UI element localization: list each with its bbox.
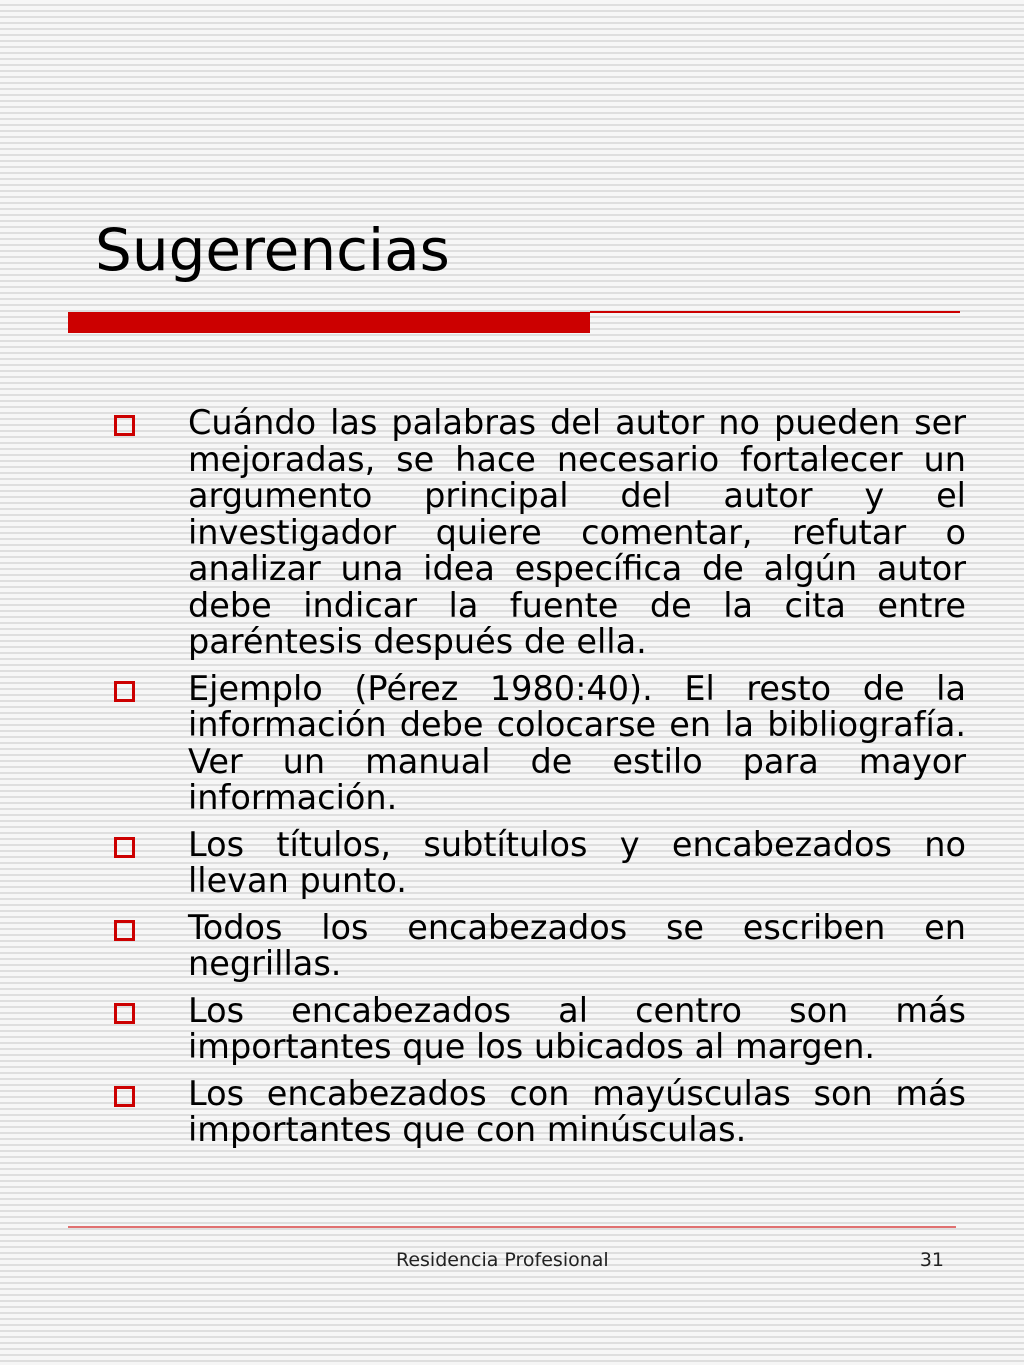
bullet-text: Cuándo las palabras del autor no pueden ser mejoradas, se hace necesario fortalecer un argumento principal del autor y el investigador quiere comentar, refutar o analizar una idea específica de algún autor debe indicar la fuente de la cita entre paréntesis después de ella. (188, 403, 966, 661)
list-item (110, 1073, 966, 1149)
hollow-square-bullet-icon (114, 415, 135, 436)
bullet-list (110, 405, 966, 1159)
bullet-text: Los encabezados al centro son más importantes que los ubicados al margen. (188, 990, 966, 1066)
list-item (110, 824, 966, 900)
list-item (110, 668, 966, 817)
hollow-square-bullet-icon (114, 837, 135, 858)
list-item (110, 405, 966, 661)
hollow-square-bullet-icon (114, 681, 135, 702)
bullet-text: Los encabezados con mayúsculas son más importantes que con minúsculas. (188, 1073, 966, 1149)
title-underline-thin (590, 311, 960, 313)
footer-divider (68, 1226, 956, 1228)
bullet-text: Todos los encabezados se escriben en negrillas. (188, 907, 966, 983)
hollow-square-bullet-icon (114, 1086, 135, 1107)
list-item (110, 990, 966, 1066)
bullet-text: Ejemplo (Pérez 1980:40). El resto de la información debe colocarse en la bibliografía. Ver un manual de estilo para mayor información. (188, 668, 966, 817)
bullet-text: Los títulos, subtítulos y encabezados no llevan punto. (188, 824, 966, 900)
list-item (110, 907, 966, 983)
hollow-square-bullet-icon (114, 1003, 135, 1024)
page-number: 31 (919, 1249, 944, 1271)
hollow-square-bullet-icon (114, 920, 135, 941)
slide-title: Sugerencias (95, 216, 450, 284)
title-underline-thick (68, 312, 590, 333)
footer-label: Residencia Profesional (396, 1249, 609, 1271)
